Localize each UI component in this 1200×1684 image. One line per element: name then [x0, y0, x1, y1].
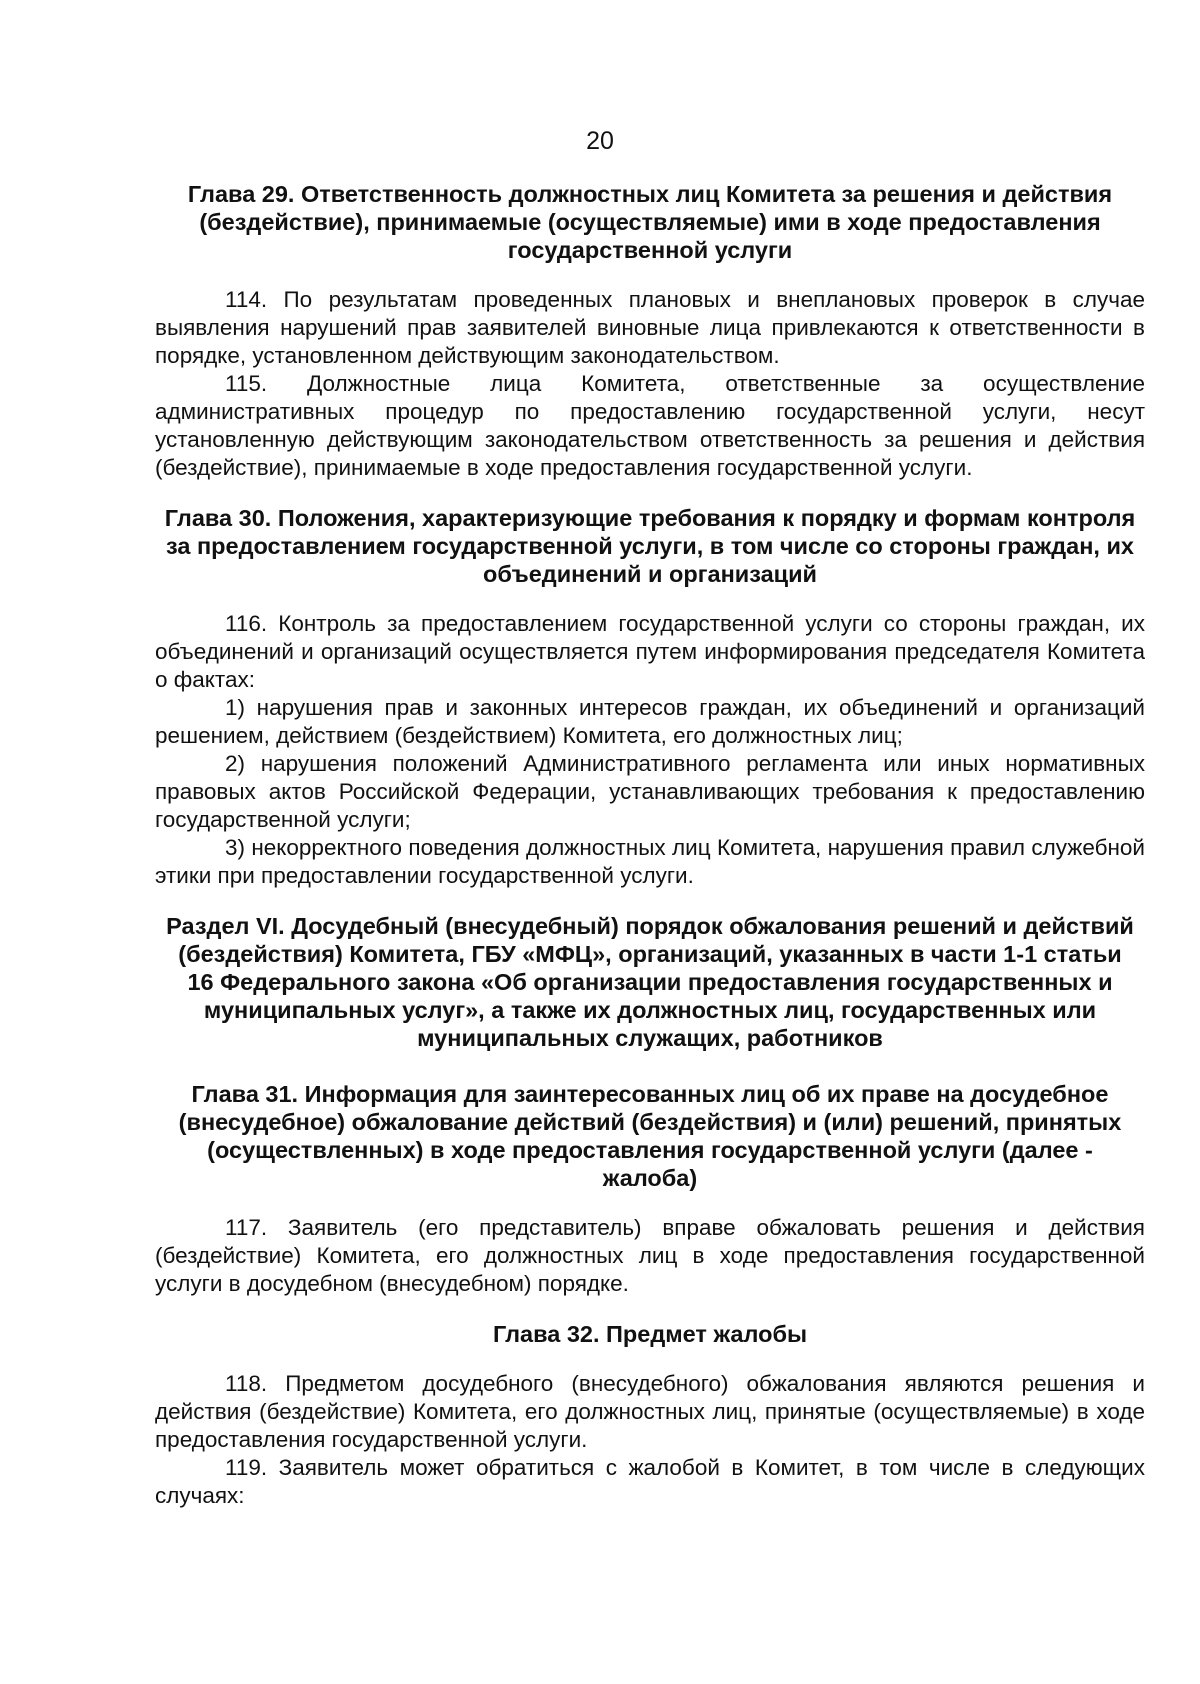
- paragraph-119: 119. Заявитель может обратиться с жалобой в Комитет, в том числе в следующих случаях:: [155, 1455, 1145, 1508]
- chapter-30-heading: Глава 30. Положения, характеризующие требования к порядку и формам контроля за предоставлением государственной услуги, в том числе со стороны граждан, их объединений и организаций: [164, 505, 1136, 587]
- list-item-3: 3) некорректного поведения должностных лиц Комитета, нарушения правил служебной этики при предоставлении государственной услуги.: [155, 835, 1145, 888]
- chapter-31-heading: Глава 31. Информация для заинтересованных лиц об их праве на досудебное (внесудебное) обжалование действий (бездействия) и (или) решений, принятых (осуществленных) в ходе предоставления государственной услуги (далее - жалоба): [178, 1081, 1122, 1191]
- paragraph-115: 115. Должностные лица Комитета, ответственные за осуществление административных процедур по предоставлению государственной услуги, несут установленную действующим законодательством ответственность за решения и действия (бездействие), принимаемые в ходе предоставления государственной услуги.: [155, 371, 1145, 480]
- chapter-32-heading: Глава 32. Предмет жалобы: [492, 1321, 808, 1347]
- paragraph-118: 118. Предметом досудебного (внесудебного) обжалования являются решения и действия (бездействие) Комитета, его должностных лиц, принятые (осуществляемые) в ходе предоставления государственной услуги.: [155, 1371, 1145, 1452]
- page-number: 20: [586, 127, 614, 155]
- list-item-2: 2) нарушения положений Административного регламента или иных нормативных правовых актов Российской Федерации, устанавливающих требования к предоставлению государственной услуги;: [155, 751, 1145, 832]
- paragraph-114: 114. По результатам проведенных плановых и внеплановых проверок в случае выявления нарушений прав заявителей виновные лица привлекаются к ответственности в порядке, установленном действующим законодательством.: [155, 287, 1145, 368]
- paragraph-117: 117. Заявитель (его представитель) вправе обжаловать решения и действия (бездействие) Комитета, его должностных лиц в ходе предоставления государственной услуги в досудебном (внесудебном) порядке.: [155, 1215, 1145, 1296]
- list-item-1: 1) нарушения прав и законных интересов граждан, их объединений и организаций решением, действием (бездействием) Комитета, его должностных лиц;: [155, 695, 1145, 748]
- section-6-heading: Раздел VI. Досудебный (внесудебный) порядок обжалования решений и действий (бездействия) Комитета, ГБУ «МФЦ», организаций, указанных в части 1-1 статьи 16 Федерального закона «Об организации предоставления государственных и муниципальных услуг», а также их должностных лиц, государственных или муниципальных служащих, работников: [166, 913, 1134, 1051]
- chapter-29-heading: Глава 29. Ответственность должностных лиц Комитета за решения и действия (бездействие), принимаемые (осуществляемые) ими в ходе предоставления государственной услуги: [187, 181, 1113, 263]
- paragraph-116: 116. Контроль за предоставлением государственной услуги со стороны граждан, их объединений и организаций осуществляется путем информирования председателя Комитета о фактах:: [155, 611, 1145, 692]
- document-body: [155, 180, 1145, 1510]
